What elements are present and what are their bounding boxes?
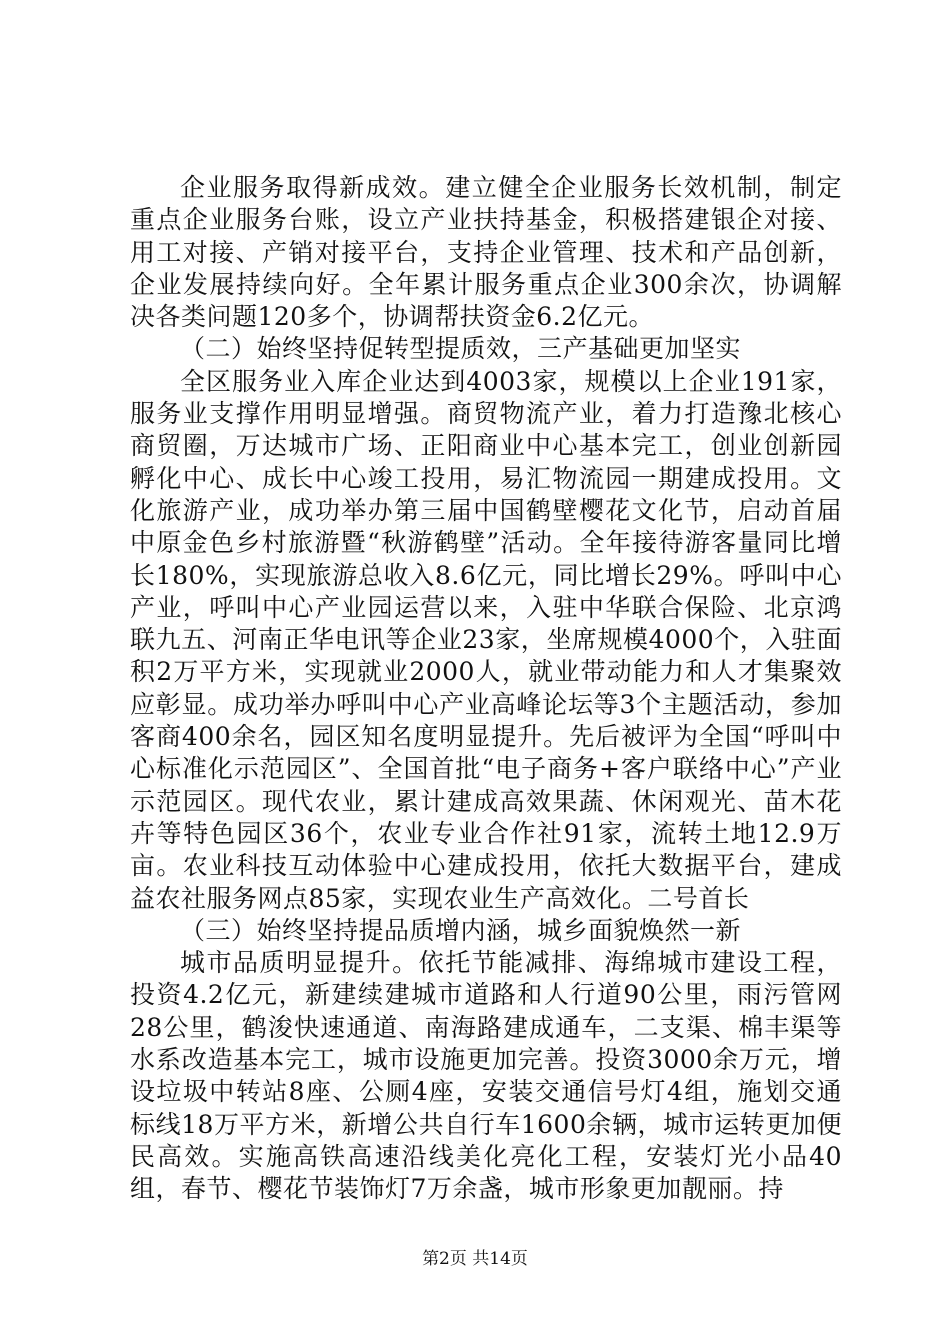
page-footer: 第2页 共14页 (422, 1249, 528, 1269)
section-heading-3: （三）始终坚持提品质增内涵，城乡面貌焕然一新 (180, 915, 742, 945)
paragraph-service-industry: 全区服务业入库企业达到4003家，规模以上企业191家，服务业支撑作用明显增强。商贸物流产业，着力打造豫北核心商贸圈，万达城市广场、正阳商业中心基本完工，创业创新园孵化中心、成长中心竣工投用，易汇物流园一期建成投用。文化旅游产业，成功举办第三届中国鹤壁樱花文化节，启动首届中原金色乡村旅游暨“秋游鹤壁”活动。全年接待游客量同比增长180%，实现旅游总收入8.6亿元，同比增长29%。呼叫中心产业，呼叫中心产业园运营以来，入驻中华联合保险、北京鸿联九五、河南正华电讯等企业23家，坐席规模4000个，入驻面积2万平方米，实现就业2000人，就业带动能力和人才集聚效应彰显。成功举办呼叫中心产业高峰论坛等3个主题活动，参加客商400余名，园区知名度明显提升。先后被评为全国“呼叫中心标准化示范园区”、全国首批“电子商务+客户联络中心”产业示范园区。现代农业，累计建成高效果蔬、休闲观光、苗木花卉等特色园区36个，农业专业合作社91家，流转土地12.9万亩。农业科技互动体验中心建成投用，依托大数据平台，建成益农社服务网点85家，实现农业生产高效化。二号首长 (130, 366, 842, 913)
paragraph-enterprise-service: 企业服务取得新成效。建立健全企业服务长效机制，制定重点企业服务台账，设立产业扶持基金，积极搭建银企对接、用工对接、产销对接平台，支持企业管理、技术和产品创新，企业发展持续向好。全年累计服务重点企业300余次，协调解决各类问题120多个，协调帮扶资金6.2亿元。 (130, 173, 842, 332)
document-body (130, 172, 842, 1206)
section-heading-2: （二）始终坚持促转型提质效，三产基础更加坚实 (180, 334, 742, 364)
paragraph-city-quality: 城市品质明显提升。依托节能减排、海绵城市建设工程，投资4.2亿元，新建续建城市道路和人行道90公里，雨污管网28公里，鹤浚快速通道、南海路建成通车，二支渠、棉丰渠等水系改造基本完工，城市设施更加完善。投资3000余万元，增设垃圾中转站8座、公厕4座，安装交通信号灯4组，施划交通标线18万平方米，新增公共自行车1600余辆，城市运转更加便民高效。实施高铁高速沿线美化亮化工程，安装灯光小品40组，春节、樱花节装饰灯7万余盏，城市形象更加靓丽。持 (130, 948, 842, 1204)
